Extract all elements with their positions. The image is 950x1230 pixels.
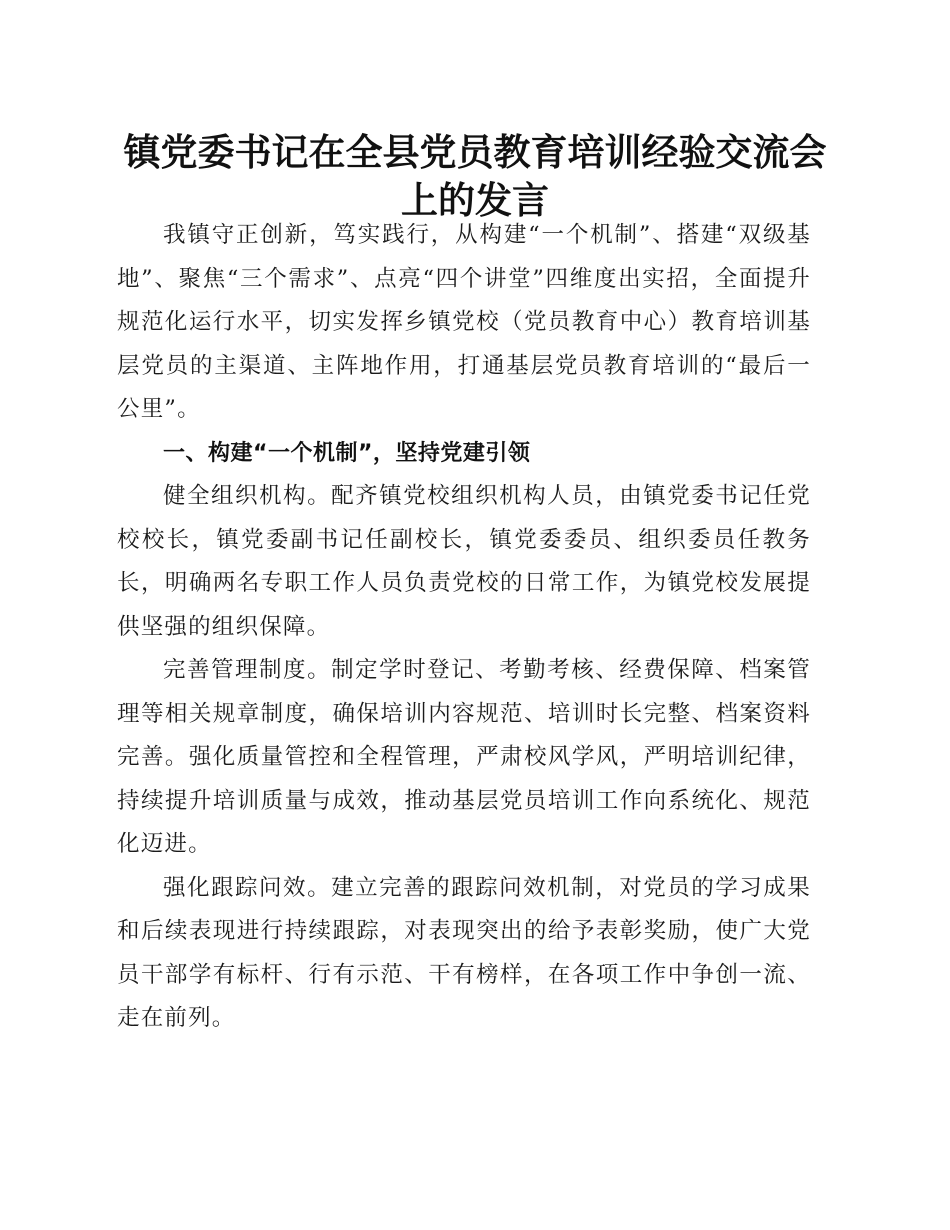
document-title: 镇党委书记在全县党员教育培训经验交流会上的发言 <box>123 130 827 222</box>
intro-paragraph: 我镇守正创新，笃实践行，从构建“一个机制”、搭建“双级基地”、聚焦“三个需求”、点亮“四个讲堂”四维度出实招，全面提升规范化运行水平，切实发挥乡镇党校（党员教育中心）教育培训基层党员的主渠道、主阵地作用，打通基层党员教育培训的“最后一公里”。 <box>117 222 811 422</box>
document-body <box>117 214 811 1041</box>
paragraph-tracking-accountability: 强化跟踪问效。建立完善的跟踪问效机制，对党员的学习成果和后续表现进行持续跟踪，对表现突出的给予表彰奖励，使广大党员干部学有标杆、行有示范、干有榜样，在各项工作中争创一流、走在前列。 <box>117 874 811 1031</box>
paragraph-management-system: 完善管理制度。制定学时登记、考勤考核、经费保障、档案管理等相关规章制度，确保培训内容规范、培训时长完整、档案资料完善。强化质量管控和全程管理，严肃校风学风，严明培训纪律，持续提升培训质量与成效，推动基层党员培训工作向系统化、规范化迈进。 <box>117 657 811 857</box>
paragraph-organization: 健全组织机构。配齐镇党校组织机构人员，由镇党委书记任党校校长，镇党委副书记任副校长，镇党委委员、组织委员任教务长，明确两名专职工作人员负责党校的日常工作，为镇党校发展提供坚强的组织保障。 <box>117 483 811 640</box>
section-heading: 一、构建“一个机制”，坚持党建引领 <box>163 440 531 466</box>
